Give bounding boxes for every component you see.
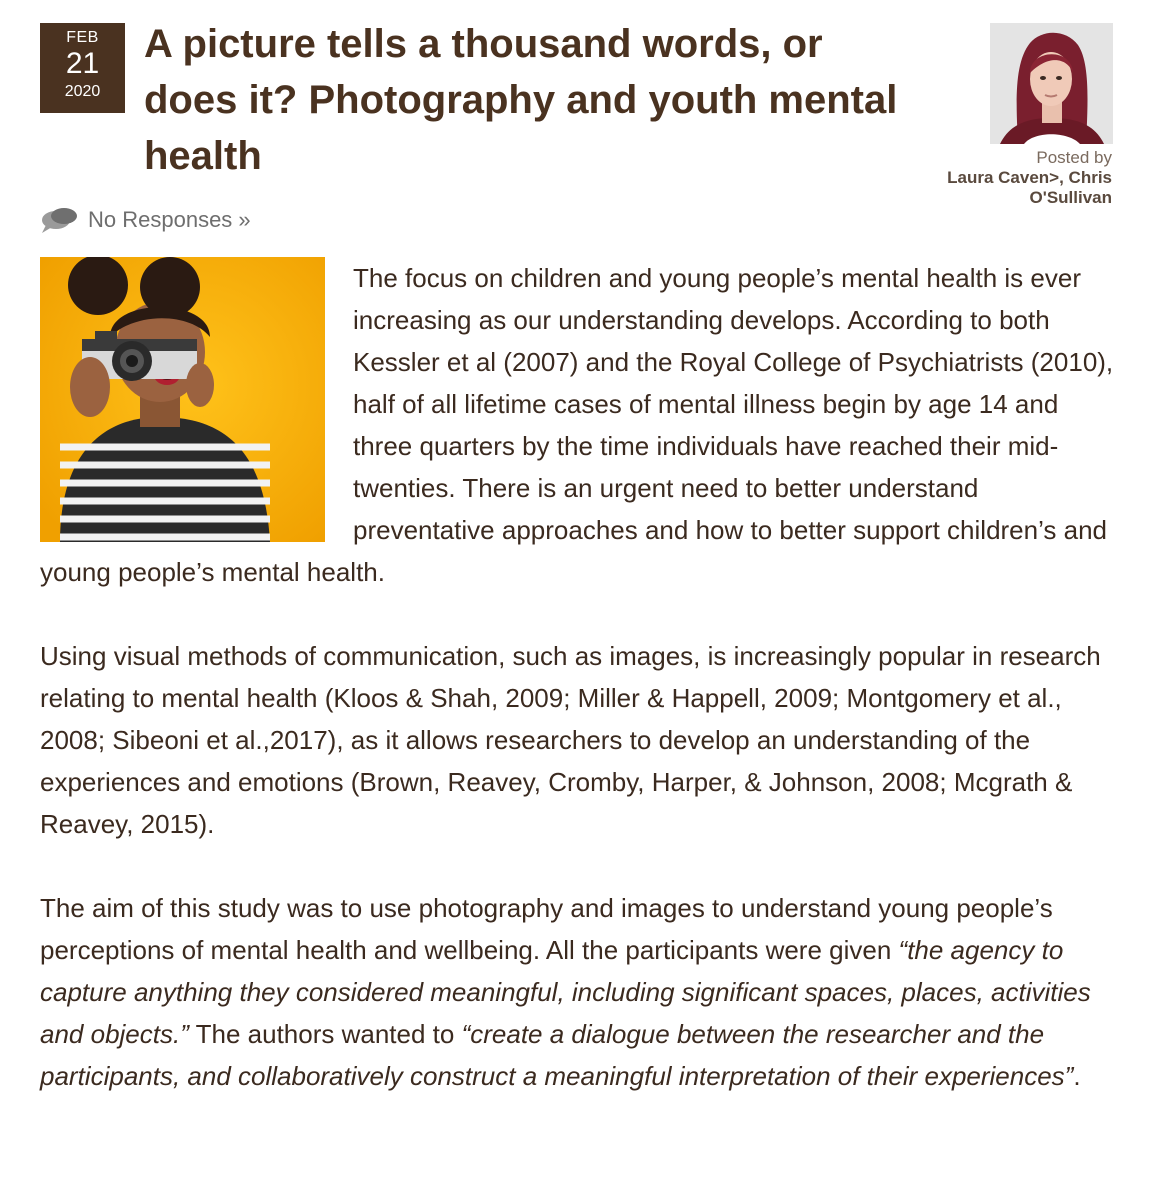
date-month: FEB [66, 29, 99, 46]
paragraph-3 [40, 887, 1122, 1097]
author-names[interactable]: Laura Caven>, Chris O'Sullivan [947, 168, 1112, 207]
post-title[interactable]: A picture tells a thousand words, or does it? Photography and youth mental health [144, 22, 898, 178]
paragraph-1: The focus on children and young people’s mental health is ever increasing as our understanding develops. According to both Kessler et al (2007) and the Royal College of Psychiatrists (2010), half of all lifetime cases of mental illness begin by age 14 and three quarters by the time individuals have reached their mid-twenties. There is an urgent need to better understand preventative approaches and how to better support children’s and young people’s mental health. [40, 263, 1114, 587]
posted-by-label: Posted by [1036, 148, 1112, 167]
speech-bubble-icon [40, 205, 78, 235]
paragraph-3-end: . [1073, 1061, 1081, 1091]
quote-2: “create a dialogue between the researcher and the participants, and collaboratively construct a meaningful interpretation of their experiences” [40, 1019, 1074, 1091]
paragraph-2: Using visual methods of communication, such as images, is increasingly popular in research relating to mental health (Kloos & Shah, 2009; Miller & Happell, 2009; Montgomery et al., 2008; Sibeoni et al.,2017), as it allows researchers to develop an understanding of the experiences and emotions (Brown, Reavey, Cromby, Harper, & Johnson, 2008; Mcgrath & Reavey, 2015). [40, 641, 1101, 839]
date-day: 21 [65, 47, 100, 80]
paragraph-3-text-a: The aim of this study was to use photography and images to understand young people’s perceptions of mental health and wellbeing. All the participants were given [40, 893, 1053, 965]
date-year: 2020 [64, 83, 101, 100]
hero-image [40, 257, 325, 542]
quote-1: “the agency to capture anything they considered meaningful, including significant spaces, places, activities and objects.” [40, 935, 1091, 1049]
article-body [40, 257, 1122, 1097]
responses-link[interactable]: No Responses » [88, 207, 251, 232]
responses-row [40, 205, 251, 235]
posted-by [892, 148, 1112, 208]
paragraph-3-text-b: The authors wanted to [188, 1019, 462, 1049]
date-badge [40, 23, 125, 113]
author-avatar [990, 23, 1113, 144]
